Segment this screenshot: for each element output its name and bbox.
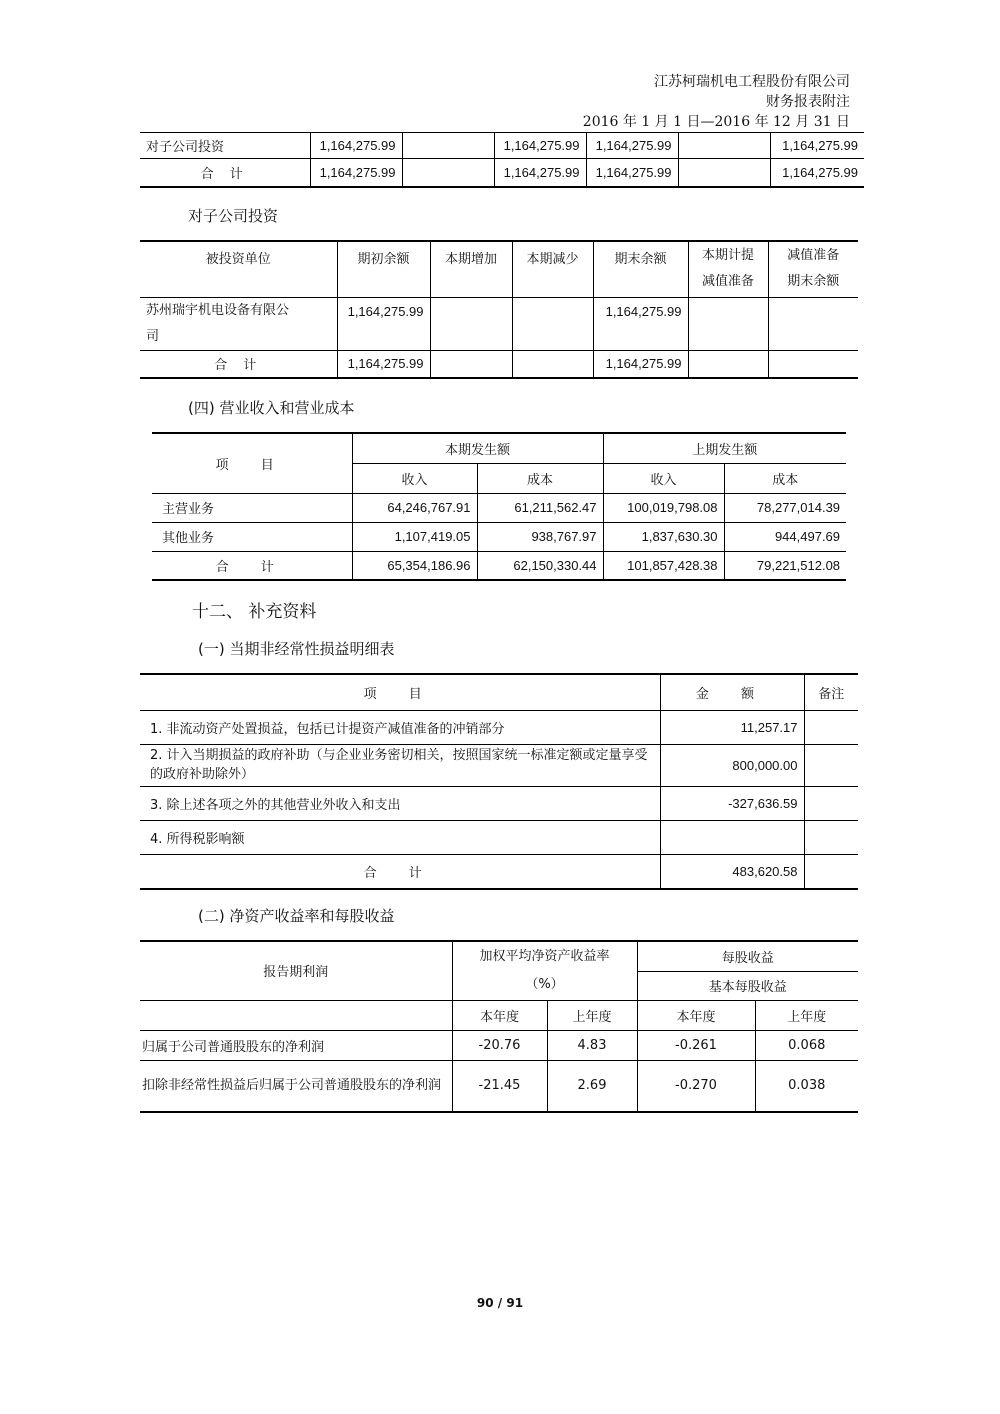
cell: 1,164,275.99 bbox=[593, 350, 688, 378]
non-recurring-table bbox=[140, 673, 858, 890]
table-row bbox=[140, 133, 864, 159]
table-row bbox=[140, 744, 858, 786]
cell bbox=[804, 786, 858, 820]
column-header: 期末余额 bbox=[593, 241, 688, 297]
table-header-row bbox=[152, 433, 846, 463]
cell: 11,257.17 bbox=[660, 710, 804, 744]
cell bbox=[512, 350, 593, 378]
column-header: 成本 bbox=[724, 463, 846, 493]
cell: 1,164,275.99 bbox=[310, 133, 402, 159]
column-header: 本期计提 减值准备 bbox=[688, 241, 768, 297]
cell bbox=[768, 350, 858, 378]
report-period: 2016 年 1 月 1 日—2016 年 12 月 31 日 bbox=[582, 114, 850, 130]
column-header: 报告期利润 bbox=[140, 941, 452, 1000]
page-number: 90 / 91 bbox=[476, 1296, 524, 1310]
column-header: 加权平均净资产收益率 （%） bbox=[452, 941, 637, 1000]
cell: 1,164,275.99 bbox=[593, 297, 688, 350]
column-header: 收入 bbox=[603, 463, 724, 493]
row-label: 苏州瑞宇机电设备有限公 司 bbox=[140, 297, 337, 350]
cell: 4.83 bbox=[547, 1030, 637, 1060]
column-header: 本年度 bbox=[637, 1000, 755, 1030]
cell: 1,164,275.99 bbox=[337, 350, 430, 378]
column-header: 减值准备 期末余额 bbox=[768, 241, 858, 297]
cell: 938,767.97 bbox=[477, 522, 603, 551]
column-header: 基本每股收益 bbox=[637, 971, 858, 1000]
cell: -0.261 bbox=[637, 1030, 755, 1060]
cell bbox=[804, 744, 858, 786]
cell bbox=[678, 159, 770, 187]
cell bbox=[402, 159, 494, 187]
row-label: 其他业务 bbox=[152, 522, 352, 551]
cell: 1,164,275.99 bbox=[337, 297, 430, 350]
cell bbox=[804, 854, 858, 889]
cell: 0.068 bbox=[755, 1030, 858, 1060]
table-row bbox=[140, 297, 858, 350]
top-table bbox=[140, 132, 864, 188]
row-label: 合 计 bbox=[140, 350, 337, 378]
cell: 1,164,275.99 bbox=[770, 133, 864, 159]
company-name: 江苏柯瑞机电工程股份有限公司 bbox=[654, 74, 850, 90]
cell bbox=[140, 1000, 452, 1030]
column-header: 上年度 bbox=[547, 1000, 637, 1030]
row-label: 主营业务 bbox=[152, 493, 352, 522]
row-label: 1. 非流动资产处置损益，包括已计提资产减值准备的冲销部分 bbox=[140, 710, 660, 744]
column-header: 每股收益 bbox=[637, 941, 858, 971]
cell bbox=[768, 297, 858, 350]
cell: 79,221,512.08 bbox=[724, 551, 846, 580]
column-header: 本期发生额 bbox=[352, 433, 603, 463]
cell bbox=[688, 350, 768, 378]
cell: 1,164,275.99 bbox=[586, 159, 678, 187]
table-header-row bbox=[140, 941, 858, 971]
table-row bbox=[140, 820, 858, 854]
cell: 0.038 bbox=[755, 1060, 858, 1112]
section-title: (二) 净资产收益率和每股收益 bbox=[198, 907, 395, 925]
cell bbox=[660, 820, 804, 854]
section-title: (四) 营业收入和营业成本 bbox=[188, 399, 355, 417]
cell: 1,164,275.99 bbox=[586, 133, 678, 159]
cell: 1,164,275.99 bbox=[494, 133, 586, 159]
row-label: 合 计 bbox=[140, 854, 660, 889]
table-header-row bbox=[140, 1000, 858, 1030]
row-label: 扣除非经常性损益后归属于公司普通股股东的净利润 bbox=[140, 1060, 452, 1112]
cell bbox=[678, 133, 770, 159]
row-label: 合 计 bbox=[152, 551, 352, 580]
table-row bbox=[140, 1030, 858, 1060]
column-header: 项 目 bbox=[152, 433, 352, 493]
cell: 2.69 bbox=[547, 1060, 637, 1112]
section-title: (一) 当期非经常性损益明细表 bbox=[198, 640, 395, 658]
cell: 944,497.69 bbox=[724, 522, 846, 551]
cell: 78,277,014.39 bbox=[724, 493, 846, 522]
cell: -20.76 bbox=[452, 1030, 547, 1060]
row-label: 对子公司投资 bbox=[140, 133, 310, 159]
column-header: 备注 bbox=[804, 674, 858, 710]
column-header: 成本 bbox=[477, 463, 603, 493]
cell: 1,837,630.30 bbox=[603, 522, 724, 551]
cell: 1,164,275.99 bbox=[310, 159, 402, 187]
column-header: 本年度 bbox=[452, 1000, 547, 1030]
row-label: 4. 所得税影响额 bbox=[140, 820, 660, 854]
subsidiary-investment-table bbox=[140, 240, 858, 379]
cell: 101,857,428.38 bbox=[603, 551, 724, 580]
row-label: 合 计 bbox=[140, 159, 310, 187]
cell: -21.45 bbox=[452, 1060, 547, 1112]
chapter-title: 十二、 补充资料 bbox=[192, 602, 317, 622]
column-header: 本期增加 bbox=[430, 241, 512, 297]
column-header: 被投资单位 bbox=[140, 241, 337, 297]
column-header: 本期减少 bbox=[512, 241, 593, 297]
cell bbox=[402, 133, 494, 159]
revenue-cost-table bbox=[152, 432, 846, 581]
cell bbox=[430, 350, 512, 378]
table-row bbox=[140, 786, 858, 820]
cell: 61,211,562.47 bbox=[477, 493, 603, 522]
table-row bbox=[140, 350, 858, 378]
table-row bbox=[140, 710, 858, 744]
cell: 64,246,767.91 bbox=[352, 493, 477, 522]
cell: 483,620.58 bbox=[660, 854, 804, 889]
cell: 1,107,419.05 bbox=[352, 522, 477, 551]
cell bbox=[430, 297, 512, 350]
table-row bbox=[140, 159, 864, 187]
roe-eps-table bbox=[140, 940, 858, 1113]
cell: 1,164,275.99 bbox=[494, 159, 586, 187]
document-title: 财务报表附注 bbox=[766, 94, 850, 110]
table-row bbox=[152, 522, 846, 551]
column-header: 项 目 bbox=[140, 674, 660, 710]
column-header: 收入 bbox=[352, 463, 477, 493]
table-header-row bbox=[140, 241, 858, 297]
section-title: 对子公司投资 bbox=[188, 207, 279, 225]
column-header: 上期发生额 bbox=[603, 433, 846, 463]
cell: -327,636.59 bbox=[660, 786, 804, 820]
cell bbox=[688, 297, 768, 350]
table-row bbox=[140, 854, 858, 889]
cell: 100,019,798.08 bbox=[603, 493, 724, 522]
cell: -0.270 bbox=[637, 1060, 755, 1112]
cell: 62,150,330.44 bbox=[477, 551, 603, 580]
row-label: 归属于公司普通股股东的净利润 bbox=[140, 1030, 452, 1060]
table-header-row bbox=[140, 674, 858, 710]
cell bbox=[512, 297, 593, 350]
table-row bbox=[140, 1060, 858, 1112]
cell: 1,164,275.99 bbox=[770, 159, 864, 187]
row-label: 3. 除上述各项之外的其他营业外收入和支出 bbox=[140, 786, 660, 820]
table-row bbox=[152, 493, 846, 522]
row-label: 2. 计入当期损益的政府补助（与企业业务密切相关，按照国家统一标准定额或定量享受的政府补助除外） bbox=[140, 744, 660, 786]
table-row bbox=[152, 551, 846, 580]
cell bbox=[804, 710, 858, 744]
column-header: 金 额 bbox=[660, 674, 804, 710]
column-header: 上年度 bbox=[755, 1000, 858, 1030]
cell: 800,000.00 bbox=[660, 744, 804, 786]
cell: 65,354,186.96 bbox=[352, 551, 477, 580]
cell bbox=[804, 820, 858, 854]
column-header: 期初余额 bbox=[337, 241, 430, 297]
